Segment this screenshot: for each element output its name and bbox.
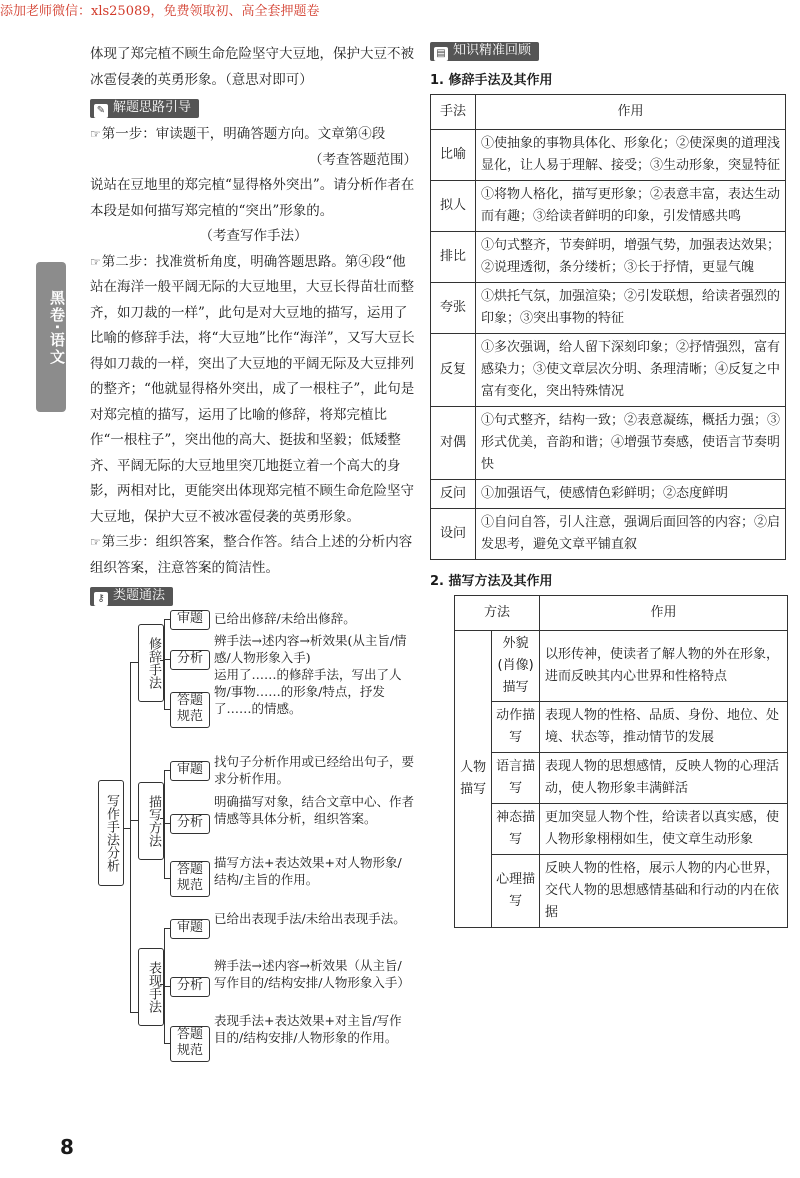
tag-analyze-text: 明确描写对象，结合文章中心、作者情感等具体分析，组织答案。 — [214, 794, 415, 826]
rhetoric-effect: ①加强语气，使感情色彩鲜明；②态度鲜明 — [476, 480, 786, 509]
step1-text: 第一步：审读题干，明确答题方向。文章第④段 — [101, 126, 386, 142]
header-method: 方法 — [455, 596, 540, 631]
method-heading — [90, 587, 173, 606]
description-method: 外貌(肖像)描写 — [492, 631, 540, 702]
right-column — [430, 42, 786, 928]
branch-label: 表现手法 — [146, 961, 161, 1013]
branch2-connector — [164, 770, 165, 878]
rhetoric-effect: ①将物人格化，描写更形象；②表意丰富，表达生动而有趣；③给读者鲜明的印象，引发情感共鸣 — [476, 181, 786, 232]
review-heading — [430, 42, 539, 61]
table-row — [455, 804, 788, 855]
description-method: 心理描写 — [492, 855, 540, 928]
section1-title: 1. 修辞手法及其作用 — [430, 73, 553, 88]
rhetoric-table — [430, 94, 786, 560]
tag-analyze — [170, 977, 210, 997]
header-effect: 作用 — [540, 596, 788, 631]
table-row — [431, 181, 786, 232]
tag-label: 答题规范 — [176, 862, 203, 893]
table-row — [431, 334, 786, 407]
tag-analyze-text: 辨手法→述内容→析效果(从主旨/情感/人物形象入手) — [214, 633, 407, 665]
tag-analyze — [170, 650, 210, 670]
rhetoric-effect: ①使抽象的事物具体化、形象化；②使深奥的道理浅显化，让人易于理解、接受；③生动形象，突显特征 — [476, 130, 786, 181]
table-row — [431, 130, 786, 181]
branch-description — [138, 782, 164, 860]
table-row — [431, 509, 786, 560]
tag-label: 分析 — [176, 978, 203, 993]
branch-expression — [138, 948, 164, 1026]
description-effect: 以形传神，使读者了解人物的外在形象，进而反映其内心世界和性格特点 — [540, 631, 788, 702]
rhetoric-effect: ①句式整齐，节奏鲜明，增强气势，加强表达效果；②说理透彻，条分缕析；③长于抒情，更显气魄 — [476, 232, 786, 283]
description-method: 动作描写 — [492, 702, 540, 753]
side-tab-label: 黑卷·语文 — [48, 290, 66, 366]
rhetoric-method: 设问 — [431, 509, 476, 560]
tree-root-label: 写作手法分析 — [104, 794, 119, 872]
step3-line — [90, 530, 417, 581]
tag-answer — [170, 1026, 210, 1062]
tag-analyze-text: 辨手法→述内容→析效果（从主旨/写作目的/结构安排/人物形象入手） — [214, 958, 410, 990]
table-row — [431, 407, 786, 480]
branch2-stub — [130, 820, 138, 821]
table-row — [455, 753, 788, 804]
step1-line — [90, 122, 417, 148]
method-title: 类题通法 — [113, 588, 166, 603]
branch1-connector — [164, 619, 165, 709]
table-row — [455, 702, 788, 753]
page-number: 8 — [60, 1135, 74, 1159]
method-tree — [90, 610, 417, 1065]
left-column — [90, 42, 417, 1065]
rhetoric-method: 拟人 — [431, 181, 476, 232]
pointing-hand-icon: ☞ — [90, 254, 101, 269]
description-table-body — [455, 631, 788, 928]
description-effect: 表现人物的思想感情，反映人物的心理活动，使人物形象丰满鲜活 — [540, 753, 788, 804]
step1-note: （考查答题范围） — [309, 151, 417, 168]
step3-text: 第三步：组织答案，整合作答。结合上述的分析内容组织答案，注意答案的简洁性。 — [90, 534, 413, 576]
rhetoric-effect: ①多次强调，给人留下深刻印象；②抒情强烈，富有感染力；③使文章层次分明、条理清晰；④反复之中富有变化，突出特殊情况 — [476, 334, 786, 407]
rhetoric-table-body — [431, 130, 786, 560]
tag-label: 分析 — [176, 815, 203, 830]
table-row — [431, 283, 786, 334]
tag-label: 审题 — [176, 920, 203, 935]
branch-label: 修辞手法 — [146, 637, 161, 689]
pencil-icon: ✎ — [94, 104, 108, 118]
table-row — [431, 480, 786, 509]
branch3-stub — [130, 1012, 138, 1013]
root-connector — [130, 662, 131, 1012]
b3-link — [160, 984, 164, 985]
tag-review — [170, 610, 210, 630]
tag-answer-text: 运用了……的修辞手法，写出了人物/事物……的形象/特点，抒发了……的情感。 — [214, 667, 402, 716]
section2-title: 2. 描写方法及其作用 — [430, 574, 553, 589]
description-method: 神态描写 — [492, 804, 540, 855]
description-effect: 更加突显人物个性，给读者以真实感，使人物形象栩栩如生，使文章生动形象 — [540, 804, 788, 855]
rhetoric-method: 排比 — [431, 232, 476, 283]
tag-label: 审题 — [176, 611, 203, 626]
table-row — [431, 232, 786, 283]
tag-answer — [170, 861, 210, 897]
step1-note2: （考查写作手法） — [199, 228, 308, 244]
step2-line — [90, 250, 417, 531]
b1-link — [160, 660, 164, 661]
guide-title: 解题思路引导 — [113, 100, 192, 115]
book-icon: ▤ — [434, 47, 448, 61]
key-icon: ⚷ — [94, 592, 108, 606]
group-label: 人物描写 — [455, 631, 492, 928]
rhetoric-method: 反问 — [431, 480, 476, 509]
intro-text: 体现了郑完植不顾生命危险坚守大豆地，保护大豆不被冰雹侵袭的英勇形象。（意思对即可） — [90, 46, 414, 88]
description-effect: 表现人物的性格、品质、身份、地位、处境、状态等，推动情节的发展 — [540, 702, 788, 753]
tag-answer-text: 描写方法+表达效果+对人物形象/结构/主旨的作用。 — [214, 855, 402, 887]
rhetoric-effect: ①自问自答，引人注意，强调后面回答的内容；②启发思考，避免文章平铺直叙 — [476, 509, 786, 560]
tag-review-text: 已给出表现手法/未给出表现手法。 — [214, 911, 406, 926]
tag-analyze — [170, 814, 210, 834]
tree-root — [98, 780, 124, 886]
rhetoric-method: 对偶 — [431, 407, 476, 480]
table-row — [455, 855, 788, 928]
branch-label: 描写方法 — [146, 795, 161, 847]
rhetoric-method: 比喻 — [431, 130, 476, 181]
promo-banner: 添加老师微信：xls25089，免费领取初、高全套押题卷 — [0, 4, 320, 19]
rhetoric-method: 夸张 — [431, 283, 476, 334]
pointing-hand-icon: ☞ — [90, 127, 101, 141]
step2-text: 第二步：找准赏析角度，明确答题思路。第④段“他站在海洋一般平阔无际的大豆地里，大豆长得苗壮而整齐，如刀裁的一样”，此句是对大豆地的描写，运用了比喻的修辞手法，将“大豆地”比作“海洋”，又写大豆长得如刀裁的一样，突出了大豆地的平阔无际及大豆排列的整齐；“他就显得格外突出，成了一根柱子”，此句是对郑完植的描写，运用了比喻的修辞，将郑完植比作“一根柱子”，突出他的高大、挺拔和坚毅；低矮整齐、平阔无际的大豆地里突兀地挺立着一个高大的身影，两相对比，更能突出体现郑完植不顾生命危险坚守大豆地，保护大豆不被冰雹侵袭的英勇形象。 — [90, 253, 415, 525]
rhetoric-effect: ①烘托气氛，加强渲染；②引发联想，给读者强烈的印象；③突出事物的特征 — [476, 283, 786, 334]
review-title: 知识精准回顾 — [453, 43, 532, 58]
tag-label: 答题规范 — [176, 1027, 203, 1058]
tag-label: 审题 — [176, 762, 203, 777]
header-effect: 作用 — [476, 95, 786, 130]
description-method: 语言描写 — [492, 753, 540, 804]
tag-answer-text: 表现手法+表达效果+对主旨/写作目的/结构安排/人物形象的作用。 — [214, 1013, 402, 1045]
step1-question: 说站在豆地里的郑完植“显得格外突出”。请分析作者在本段是如何描写郑完植的“突出”形象的。 — [90, 177, 415, 219]
root-stub — [123, 828, 131, 829]
tag-review — [170, 919, 210, 939]
tag-label: 分析 — [176, 651, 203, 666]
tag-answer — [170, 692, 210, 728]
table-header-row — [455, 596, 788, 631]
tag-review — [170, 761, 210, 781]
rhetoric-method: 反复 — [431, 334, 476, 407]
branch1-stub — [130, 662, 138, 663]
b2-link — [160, 818, 164, 819]
tag-review-text: 找句子分析作用或已经给出句子，要求分析作用。 — [214, 754, 415, 786]
tag-label: 答题规范 — [176, 693, 203, 724]
description-effect: 反映人物的性格，展示人物的内心世界，交代人物的思想感情基础和行动的内在依据 — [540, 855, 788, 928]
table-header-row — [431, 95, 786, 130]
tag-review-text: 已给出修辞/未给出修辞。 — [214, 611, 356, 626]
branch-rhetoric — [138, 624, 164, 702]
guide-heading — [90, 99, 199, 118]
table-row — [455, 631, 788, 702]
pointing-hand-icon: ☞ — [90, 535, 101, 549]
description-table — [454, 595, 788, 928]
rhetoric-effect: ①句式整齐，结构一致；②表意凝练，概括力强；③形式优美，音韵和谐；④增强节奏感，使语言节奏明快 — [476, 407, 786, 480]
header-method: 手法 — [431, 95, 476, 130]
side-tab — [36, 262, 66, 412]
